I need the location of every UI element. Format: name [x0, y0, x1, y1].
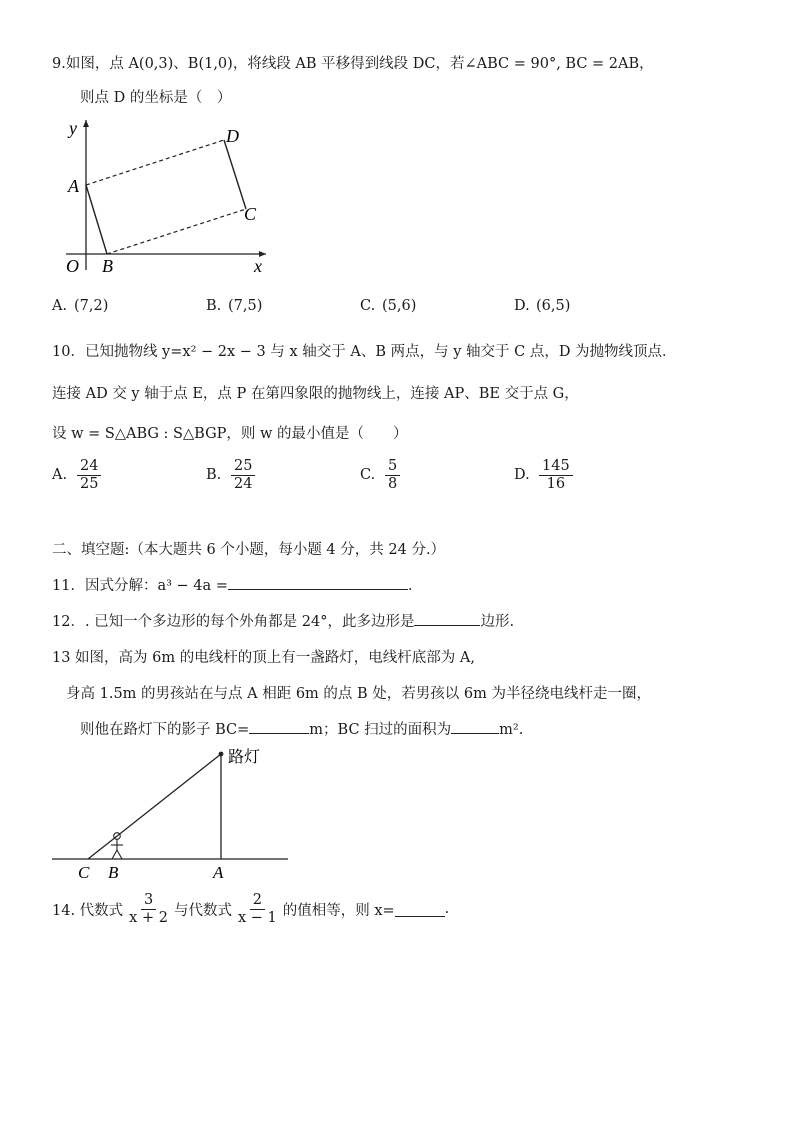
q10-option-c: C. $\frac{5}{8}$ [360, 458, 403, 492]
dashed-BC [107, 209, 246, 254]
segment-DC [224, 140, 246, 209]
label-B: B [108, 863, 119, 882]
q9-option-b: B. (7,5) [206, 298, 263, 314]
q9-stem-line1: 9.如图，点 A(0,3)、B(1,0)，将线段 AB 平移得到线段 DC，若∠ABC = 90°, BC = 2AB， [52, 56, 654, 72]
label-lamp: 路灯 [228, 749, 261, 766]
segment-AB [86, 185, 107, 254]
y-axis-arrow-icon [83, 120, 89, 127]
q9-option-a: A. (7,2) [52, 298, 109, 314]
q9-figure [56, 112, 286, 280]
q9-option-c: C. (5,6) [360, 298, 417, 314]
q13-shadow-blank[interactable] [249, 719, 309, 734]
q14: 14. 代数式 $\frac{3}{x + 2}$ 与代数式 $\frac{2}{x - 1}$ 的值相等，则 x= . [52, 892, 450, 926]
label-C: C [244, 204, 257, 224]
label-C: C [78, 863, 90, 882]
q13-stem-line1: 13 如图，高为 6m 的电线杆的顶上有一盏路灯，电线杆底部为 A, [52, 650, 475, 666]
label-y: y [69, 118, 77, 138]
label-B: B [102, 256, 113, 276]
dashed-AD [86, 140, 224, 185]
q10-stem-line3: 设 w = S△ABG : S△BGP，则 w 的最小值是（ ） [52, 426, 408, 442]
label-D: D [226, 126, 239, 146]
light-ray [88, 754, 221, 859]
q12: 12．. 已知一个多边形的每个外角都是 24°，此多边形是 边形. [52, 610, 514, 631]
q9-stem-line2: 则点 D 的坐标是（ ） [80, 90, 232, 106]
section-heading: 二、填空题:（本大题共 6 个小题，每小题 4 分，共 24 分.） [52, 542, 446, 558]
label-A: A [68, 176, 79, 196]
q13-stem-line3: 则他在路灯下的影子 BC= m；BC 扫过的面积为 m². [80, 718, 523, 739]
q11-answer-blank[interactable] [228, 575, 408, 590]
label-O: O [66, 256, 79, 276]
q10-option-b: B. $\frac{25}{24}$ [206, 458, 258, 492]
q10-stem-line2: 连接 AD 交 y 轴于点 E，点 P 在第四象限的抛物线上，连接 AP、BE 交于点 G， [52, 386, 579, 402]
q13-area-blank[interactable] [451, 719, 499, 734]
q9-option-d: D. (6,5) [514, 298, 571, 314]
q10-option-a: A. $\frac{24}{25}$ [52, 458, 104, 492]
q10-stem-line1: 10．已知抛物线 y=x² − 2x − 3 与 x 轴交于 A、B 两点，与 y 轴交于 C 点，D 为抛物线顶点． [52, 344, 677, 360]
q11: 11．因式分解：a³ − 4a = . [52, 574, 413, 595]
label-x: x [254, 256, 262, 276]
label-A: A [213, 863, 224, 882]
q10-option-d: D. $\frac{145}{16}$ [514, 458, 576, 492]
q13-figure [50, 744, 300, 884]
q14-answer-blank[interactable] [395, 902, 445, 917]
q13-stem-line2: 身高 1.5m 的男孩站在与点 A 相距 6m 的点 B 处，若男孩以 6m 为半径绕电线杆走一圈， [66, 686, 651, 702]
q12-answer-blank[interactable] [414, 611, 480, 626]
